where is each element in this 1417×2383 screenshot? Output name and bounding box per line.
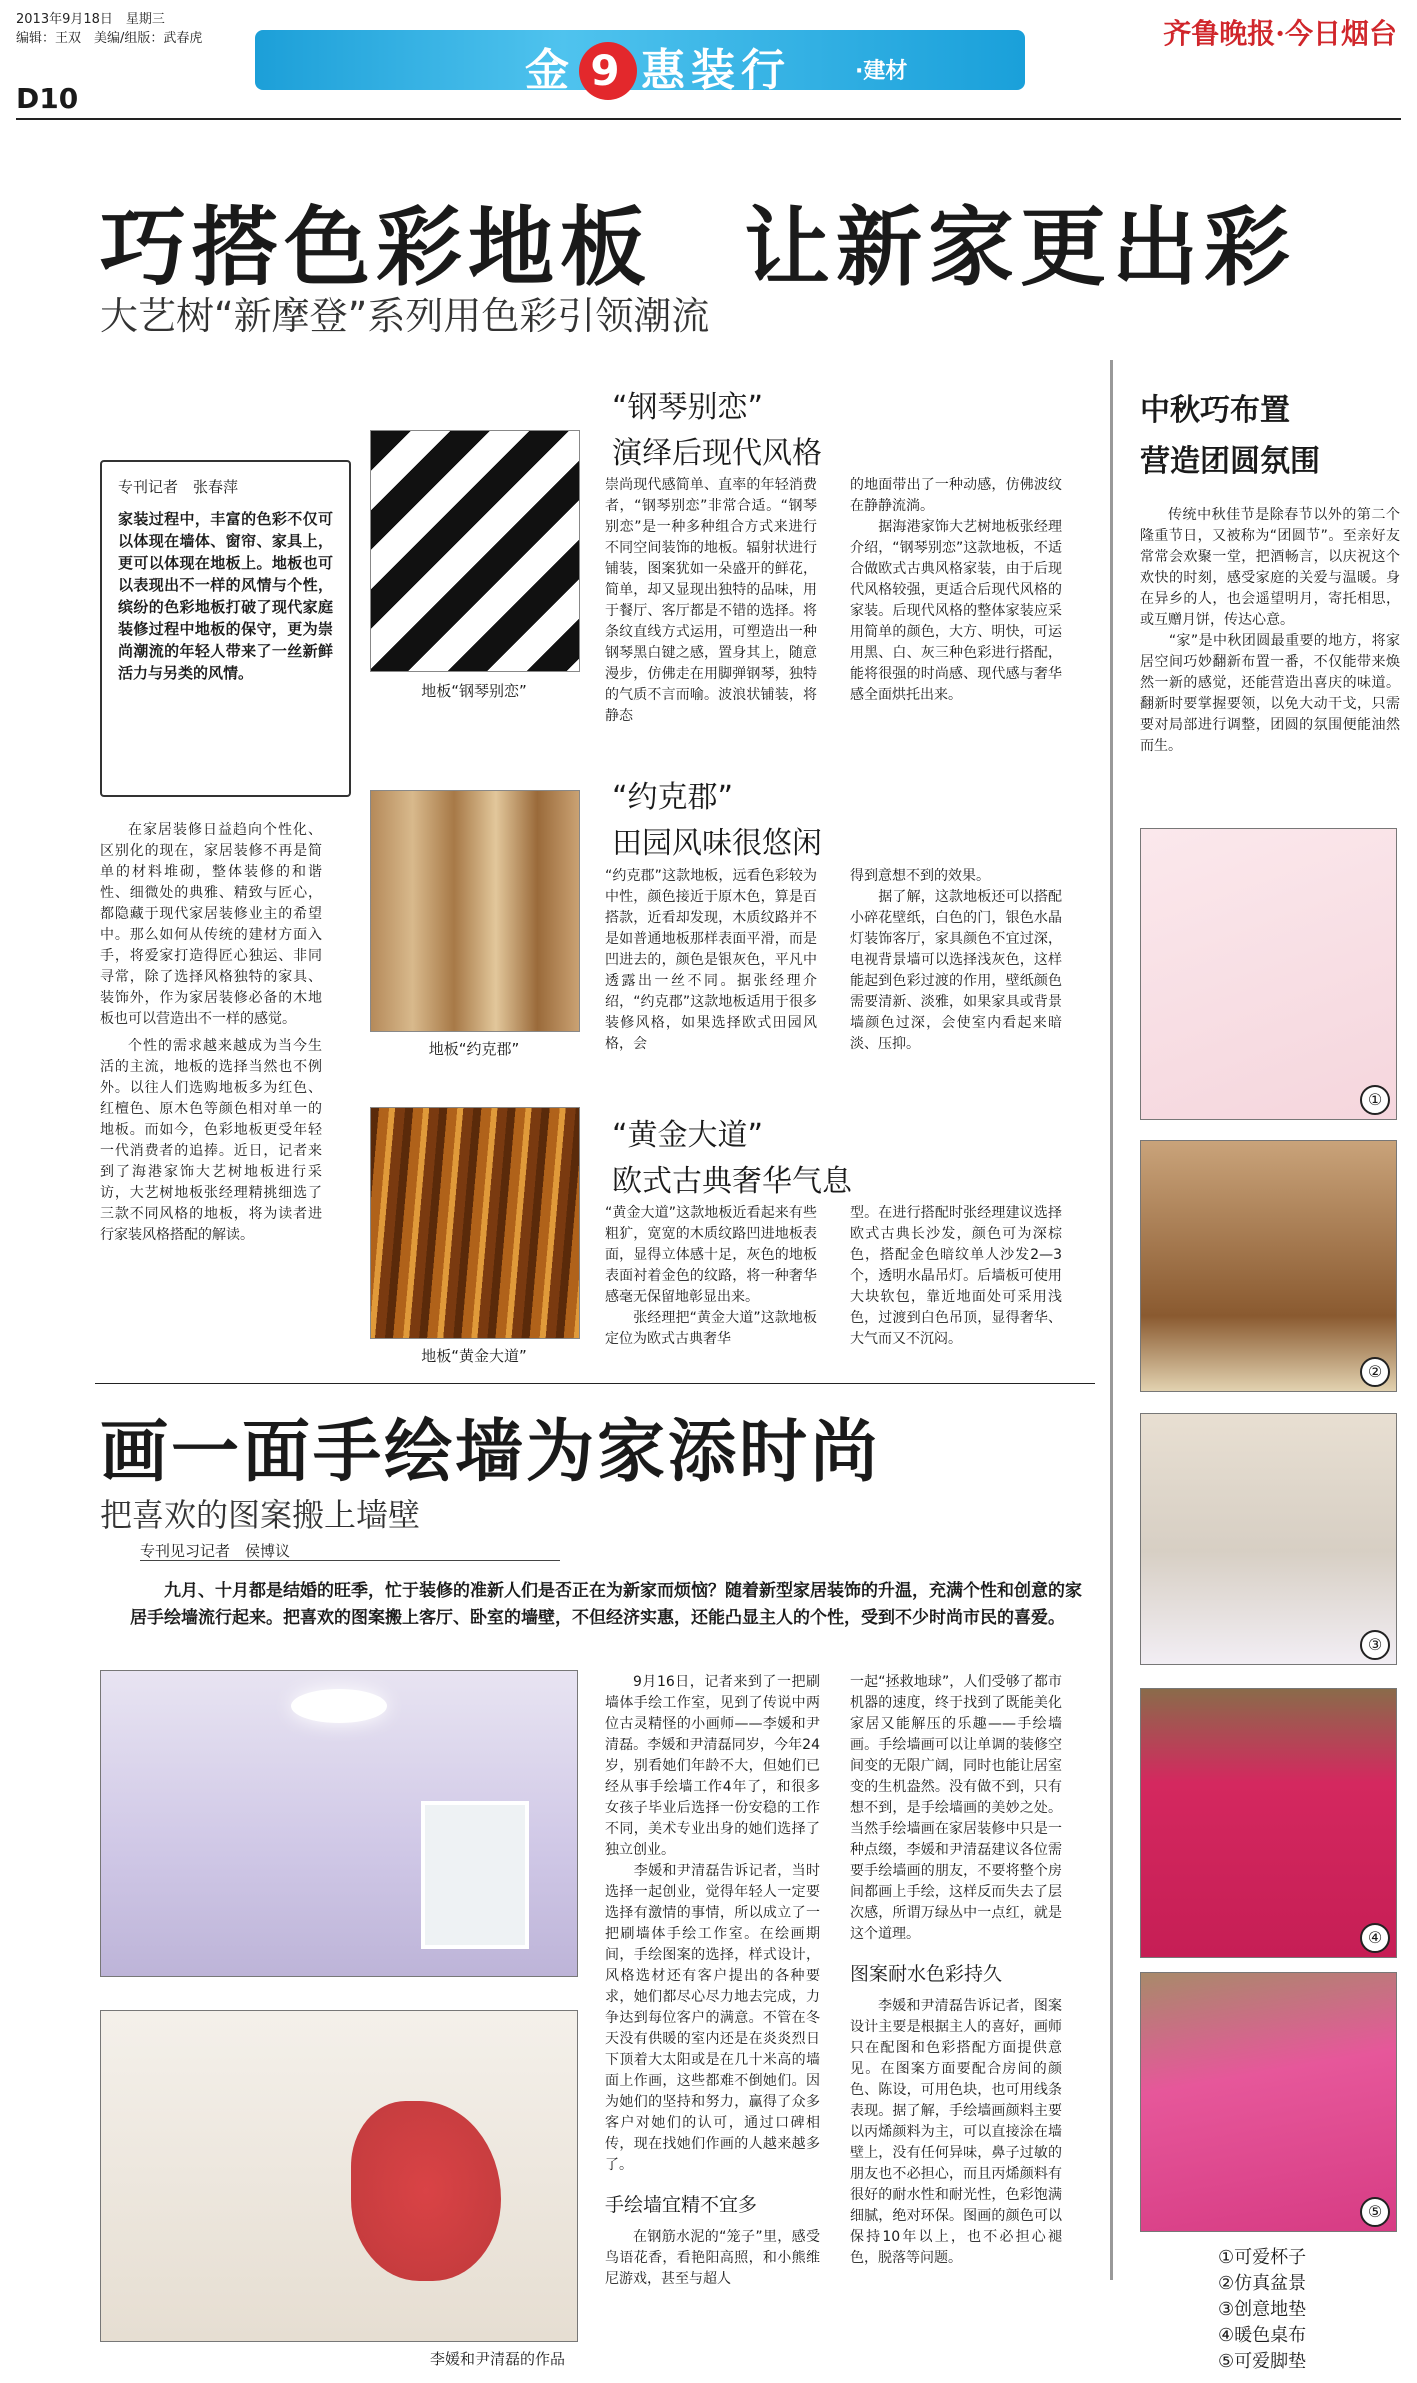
sidebar-text: 传统中秋佳节是除春节以外的第二个隆重节日，又被称为“团圆节”。至亲好友常常会欢聚一堂，把酒畅言，以庆祝这个欢快的时刻，感受家庭的关爱与温暖。身在异乡的人，也会遥望明月，寄托相思，或互赠月饼，传达心意。 “家”是中秋团圆最重要的地方，将家居空间巧妙翻新布置一番，不仅能带来焕然一新的感觉，还能营造出喜庆的味道。翻新时要掌握要领，以免大动干戈，只需要对局部进行调整，团圆的氛围便能油然而生。: [1140, 507, 1400, 754]
section1-col1: 崇尚现代感简单、直率的年轻消费者，“钢琴别恋”非常合适。“钢琴别恋”是一种多种组合方式来进行不同空间装饰的地板。辐射状进行铺装，图案犹如一朵盛开的鲜花，简单，却又显现出独特的品味，用于餐厅、客厅都是不错的选择。将条纹直线方式运用，可塑造出一种钢琴黑白键之感，置身其上，随意漫步，仿佛走在用脚弹钢琴，独特的气质不言而喻。波浪状铺装，将静态: [605, 477, 817, 724]
section2-col1: “约克郡”这款地板，远看色彩较为中性，颜色接近于原木色，算是百搭款，近看却发现，木质纹路并不是如普通地板那样表面平滑，而是凹进去的，颜色是银灰色，平凡中透露出一丝不同。据张经理介绍，“约克郡”这款地板适用于很多装修风格，如果选择欧式田园风格，会: [605, 868, 817, 1052]
article2-sub1: 手绘墙宜精不宜多: [605, 2194, 758, 2216]
red-flower-icon: [351, 2101, 501, 2281]
section1-title: “钢琴别恋”: [612, 390, 764, 425]
header-meta: [16, 10, 202, 48]
list-item: ⑤可爱脚垫: [1218, 2351, 1307, 2372]
article1-intro: [100, 820, 322, 1246]
byline-rule: [140, 1560, 560, 1561]
article2-title: 画一面手绘墙为家添时尚: [100, 1412, 882, 1492]
intro-paragraph: 在家居装修日益趋向个性化、区别化的现在，家居装修不再是简单的材料堆砌，整体装修的和谐性、细微处的典雅、精致与匠心，都隐藏于现代家居装修业主的希望中。那么如何从传统的建材方面入手，将爱家打造得匠心独运、非同寻常，除了选择风格独特的家具、装饰外，作为家居装修必备的木地板也可以营造出不一样的感觉。: [100, 822, 322, 1027]
intro-paragraph-2: 个性的需求越来越成为当今生活的主流，地板的选择当然也不例外。以往人们选购地板多为红色、红檀色、原木色等颜色相对单一的地板。而如今，色彩地板更受年轻一代消费者的追捧。近日，记者来到了海港家饰大艺树地板进行采访，大艺树地板张经理精挑细选了三款不同风格的地板，将为读者进行家装风格搭配的解读。: [100, 1038, 322, 1243]
section-banner: [255, 8, 1055, 100]
article2-col1b-text: 在钢筋水泥的“笼子”里，感受鸟语花香，看艳阳高照，和小熊维尼游戏，甚至与超人: [605, 2229, 820, 2287]
list-item: ③创意地垫: [1218, 2299, 1307, 2320]
article2-lead: 九月、十月都是结婚的旺季，忙于装修的准新人们是否正在为新家而烦恼？随着新型家居装饰的升温，充满个性和创意的家居手绘墙流行起来。把喜欢的图案搬上客厅、卧室的墙壁，不但经济实惠，还能凸显主人的个性，受到不少时尚市民的喜爱。: [130, 1581, 1082, 1628]
article2-col1: [605, 1672, 820, 2290]
sidebar-title-1: 中秋巧布置: [1140, 393, 1290, 428]
article2-col1-text: 9月16日，记者来到了一把刷墙体手绘工作室，见到了传说中两位古灵精怪的小画师——李媛和尹清磊。李媛和尹清磊同岁，今年24岁，别看她们年龄不大，但她们已经从事手绘墙工作4年了，和很多女孩子毕业后选择一份安稳的工作不同，美术专业出身的她们选择了独立创业。 李媛和尹清磊告诉记者，当时选择一起创业，觉得年轻人一定要选择有激情的事情，所以成立了一把刷墙体手绘工作室。在绘画期间，手绘图案的选择，样式设计，风格选材还有客户提出的各种要求，她们都尽心尽力地去完成，力争达到每位客户的满意。不管在冬天没有供暖的室内还是在炎炎烈日下顶着大太阳或是在几十米高的墙面上作画，这些都难不倒她们。因为她们的坚持和努力，赢得了众多客户对她们的认可，通过口碑相传，现在找她们作画的人越来越多了。: [605, 1674, 820, 2173]
mural-photo-2: [100, 2010, 578, 2342]
banner-subtitle: ·建材: [855, 59, 908, 84]
caption-golden: 地板“黄金大道”: [421, 1347, 527, 1365]
sidebar-photo-cups: [1140, 828, 1397, 1120]
sidebar-photo-tablecloth: [1140, 1688, 1397, 1958]
list-item: ④暖色桌布: [1218, 2325, 1307, 2346]
article1-lead: 家装过程中，丰富的色彩不仅可以体现在墙体、窗帘、家具上，更可以体现在地板上。地板也可以表现出不一样的风情与个性，缤纷的色彩地板打破了现代家庭装修过程中地板的保守，更为崇尚潮流的年轻人带来了一丝新鲜活力与另类的风情。: [118, 510, 333, 682]
article2-col2: [850, 1672, 1062, 2269]
nine-badge-icon: 9: [579, 42, 637, 100]
caption-piano: 地板“钢琴别恋”: [421, 682, 527, 700]
sidebar-photo-plants: [1140, 1140, 1397, 1392]
mural-photo-1: [100, 1670, 578, 1977]
sidebar-photo-footmat: [1140, 1972, 1397, 2232]
caption-yorkshire: 地板“约克郡”: [428, 1040, 520, 1058]
number-badge-2: ②: [1360, 1357, 1390, 1387]
section3-col2: 型。在进行搭配时张经理建议选择欧式古典长沙发，颜色可为深棕色，搭配金色暗纹单人沙发2—3个，透明水晶吊灯。后墙板可使用大块软包，靠近地面处可采用浅色，过渡到白色吊顶，显得奢华、大气而又不沉闷。: [850, 1205, 1062, 1347]
section2-subtitle: 田园风味很悠闲: [612, 826, 822, 861]
section1-col2: 的地面带出了一种动感，仿佛波纹在静静流淌。 据海港家饰大艺树地板张经理介绍，“钢琴别恋”这款地板，不适合做欧式古典风格家装，由于后现代风格较强，更适合后现代风格的家装。后现代风格的整体家装应采用简单的颜色，大方、明快，可运用黑、白、灰三种色彩进行搭配，能将很强的时尚感、现代感与奢华感全面烘托出来。: [850, 477, 1062, 703]
article2-col2b-text: 李媛和尹清磊告诉记者，图案设计主要是根据主人的喜好，画师只在配图和色彩搭配方面提供意见。在图案方面要配合房间的颜色、陈设，可用色块，也可用线条表现。据了解，手绘墙画颜料主要以丙烯颜料为主，可以直接涂在墙壁上，没有任何异味，鼻子过敏的朋友也不必担心，而且丙烯颜料有很好的耐水性和耐光性，色彩饱满细腻，绝对环保。图画的颜色可以保持10年以上，也不必担心褪色，脱落等问题。: [850, 1998, 1062, 2266]
article2-sub2: 图案耐水色彩持久: [850, 1963, 1003, 1985]
section3-title: “黄金大道”: [612, 1118, 764, 1153]
sidebar-photo-list: [1218, 2245, 1306, 2375]
article2-byline: 专刊见习记者 侯博议: [140, 1542, 291, 1560]
issue-date: 2013年9月18日 星期三: [16, 12, 165, 27]
editor-credits: 编辑：王双 美编/组版：武春虎: [16, 31, 203, 46]
article2-subtitle: 把喜欢的图案搬上墙壁: [100, 1496, 421, 1534]
banner-title: 金 9 惠装行: [525, 34, 791, 100]
newspaper-name: 齐鲁晚报·今日烟台: [1163, 17, 1397, 50]
number-badge-1: ①: [1360, 1085, 1390, 1115]
sidebar-divider: [1110, 360, 1113, 2280]
article2-col2-text: 一起“拯救地球”，人们受够了都市机器的速度，终于找到了既能美化家居又能解压的乐趣——手绘墙画。手绘墙画可以让单调的装修空间变的无限广阔，同时也能让居室变的生机盎然。没有做不到，只有想不到，是手绘墙画的美妙之处。当然手绘墙画在家居装修中只是一种点缀，李媛和尹清磊建议各位需要手绘墙画的朋友，不要将整个房间都画上手绘，这样反而失去了层次感，所谓万绿丛中一点红，就是这个道理。: [850, 1674, 1062, 1942]
floor-image-golden: [370, 1107, 580, 1339]
article-divider: [95, 1383, 1095, 1384]
floor-image-yorkshire: [370, 790, 580, 1032]
list-item: ②仿真盆景: [1218, 2273, 1307, 2294]
mural-caption: 李媛和尹清磊的作品: [430, 2350, 566, 2368]
article1-title: 巧搭色彩地板 让新家更出彩: [100, 197, 1296, 298]
section3-col1: “黄金大道”这款地板近看起来有些粗犷，宽宽的木质纹路凹进地板表面，显得立体感十足，灰色的地板表面衬着金色的纹路，将一种奢华感毫无保留地彰显出来。 张经理把“黄金大道”这款地板定位为欧式古典奢华: [605, 1205, 817, 1347]
sidebar-title-2: 营造团圆氛围: [1140, 444, 1320, 479]
window-icon: [421, 1801, 529, 1949]
header-rule: [16, 118, 1401, 120]
section2-col2: 得到意想不到的效果。 据了解，这款地板还可以搭配小碎花壁纸，白色的门，银色水晶灯装饰客厅，家具颜色不宜过深，电视背景墙可以选择浅灰色，这样能起到色彩过渡的作用，壁纸颜色需要清新、淡雅，如果家具或背景墙颜色过深，会使室内看起来暗淡、压抑。: [850, 868, 1062, 1052]
lead-box: [100, 460, 351, 797]
article1-byline: 专刊记者 张春萍: [118, 478, 239, 496]
section2-title: “约克郡”: [612, 780, 734, 815]
floor-image-piano: [370, 430, 580, 672]
page-number: D10: [16, 82, 79, 115]
number-badge-5: ⑤: [1360, 2197, 1390, 2227]
sidebar-photo-mat: [1140, 1413, 1397, 1665]
ceiling-lamp-icon: [291, 1689, 387, 1723]
section3-subtitle: 欧式古典奢华气息: [612, 1164, 852, 1199]
number-badge-4: ④: [1360, 1923, 1390, 1953]
number-badge-3: ③: [1360, 1630, 1390, 1660]
list-item: ①可爱杯子: [1218, 2247, 1307, 2268]
section1-subtitle: 演绎后现代风格: [612, 436, 822, 471]
article1-subtitle: 大艺树“新摩登”系列用色彩引领潮流: [100, 294, 710, 338]
